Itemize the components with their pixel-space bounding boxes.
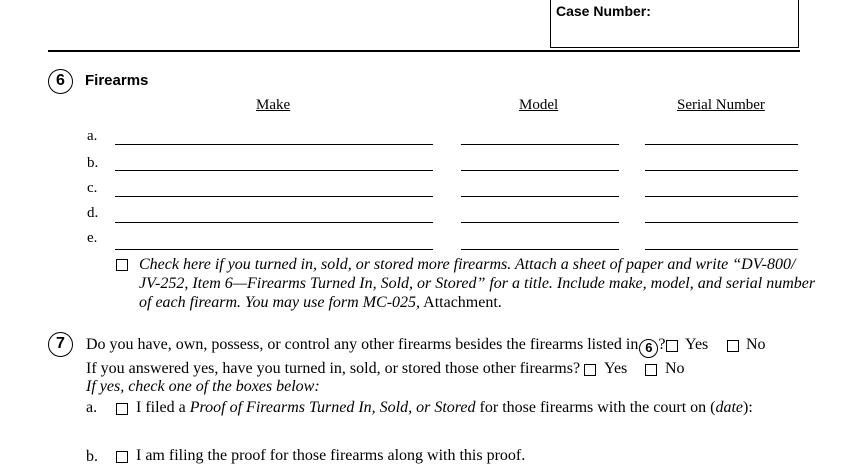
option-b-text: I am filing the proof for those firearms along with this proof. [136,447,526,464]
more-firearms-checkbox[interactable] [116,259,128,271]
case-number-label: Case Number: [556,3,651,19]
other-firearms-no-label: No [746,336,766,353]
make-field-b[interactable] [115,170,433,171]
row-letter-e: e. [87,230,98,246]
proof-form-title: Proof of Firearms Turned In, Sold, or Stored [189,399,476,416]
turned-in-yes-checkbox[interactable] [584,364,596,376]
other-firearms-no-checkbox[interactable] [727,340,739,352]
more-firearms-text-line-3-italic: of each firearm. You may use form MC-025, [139,294,421,311]
more-firearms-text-line-3 [139,294,502,312]
turned-in-no-label: No [665,360,685,377]
option-a-text [136,399,753,417]
option-a-text-part-3: for those firearms with the court on ( [475,399,716,416]
row-letter-b: b. [87,155,99,171]
make-field-d[interactable] [115,222,433,223]
check-one-instruction: If yes, check one of the boxes below: [86,378,320,395]
turned-in-yes-label: Yes [604,360,628,377]
option-a-text-part-5: ): [743,399,753,416]
date-word: date [715,399,744,416]
model-field-b[interactable] [461,170,619,171]
model-field-d[interactable] [461,222,619,223]
model-field-c[interactable] [461,196,619,197]
section-6-number: 6 [48,69,73,94]
other-firearms-yes-checkbox[interactable] [666,340,678,352]
section-7-question [86,336,665,358]
make-field-a[interactable] [115,144,433,145]
make-field-c[interactable] [115,196,433,197]
column-serial-number: Serial Number [677,97,765,113]
option-b-checkbox[interactable] [116,451,128,463]
section-6-title: Firearms [85,72,149,89]
row-letter-c: c. [87,180,98,196]
more-firearms-text-line-2: JV-252, Item 6—Firearms Turned In, Sold, or Stored” for a title. Include make, model, and serial number [139,275,816,292]
turned-in-no-checkbox[interactable] [645,364,657,376]
more-firearms-text-line-1: Check here if you turned in, sold, or stored more firearms. Attach a sheet of paper and write “DV-800/ [139,256,796,273]
section-7-question-text: Do you have, own, possess, or control any other firearms besides the firearms listed in [86,336,639,353]
turned-in-question: If you answered yes, have you turned in, sold, or stored those other firearms? [86,360,581,377]
column-make: Make [256,97,291,113]
serial-field-b[interactable] [645,170,798,171]
option-b-letter: b. [86,448,98,465]
model-field-a[interactable] [461,144,619,145]
make-field-e[interactable] [115,249,433,250]
header-divider [48,50,800,52]
other-firearms-yes-label: Yes [685,336,709,353]
attachment-label: Attachment. [420,294,502,311]
section-6-reference: 6 [639,339,658,358]
serial-field-c[interactable] [645,196,798,197]
option-a-text-part-1: I filed a [136,399,190,416]
column-model: Model [519,97,559,113]
option-a-letter: a. [86,399,98,416]
option-a-checkbox[interactable] [116,403,128,415]
question-mark: ? [658,336,666,353]
serial-field-e[interactable] [645,249,798,250]
model-field-e[interactable] [461,249,619,250]
serial-field-d[interactable] [645,222,798,223]
row-letter-a: a. [87,128,98,144]
serial-field-a[interactable] [645,144,798,145]
section-7-number: 7 [48,332,73,357]
row-letter-d: d. [87,205,99,221]
